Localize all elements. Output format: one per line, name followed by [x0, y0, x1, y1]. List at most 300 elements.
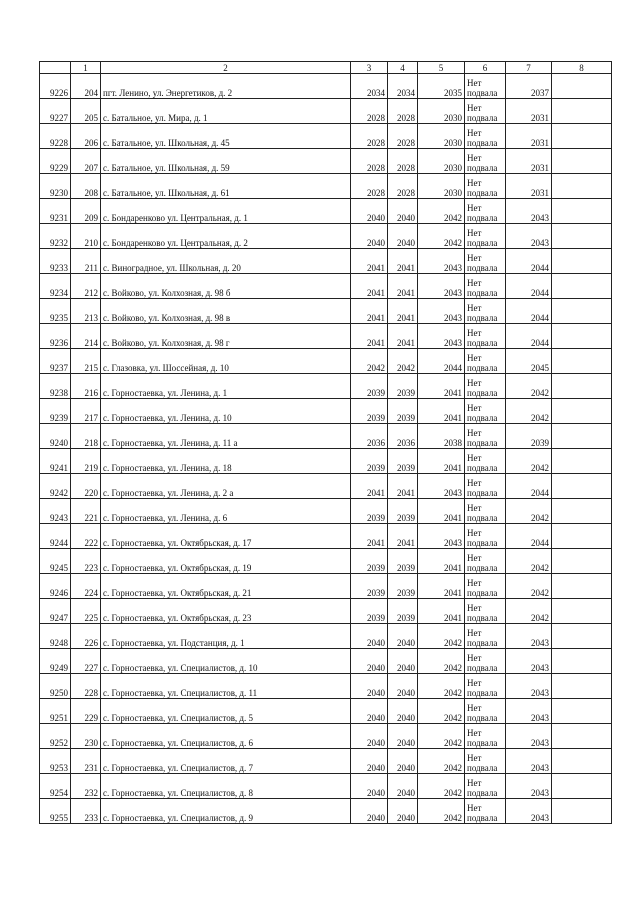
year-col3-cell: 2039 — [351, 499, 388, 524]
basement-cell — [465, 274, 506, 299]
header-cell-index — [40, 62, 71, 74]
housing-schedule-table — [39, 61, 612, 824]
basement-status-line1: Нет — [467, 778, 482, 788]
row-number-cell: 217 — [71, 399, 101, 424]
basement-status-line2: подвала — [467, 538, 498, 548]
basement-cell — [465, 799, 506, 824]
year-col3-cell: 2040 — [351, 699, 388, 724]
year-col4-cell: 2041 — [388, 299, 418, 324]
row-index-cell: 9247 — [40, 599, 71, 624]
table-row — [40, 649, 612, 674]
year-col3-cell: 2039 — [351, 399, 388, 424]
year-col7-cell: 2031 — [506, 124, 552, 149]
table-row — [40, 274, 612, 299]
basement-status-line1: Нет — [467, 678, 482, 688]
row-number-cell: 227 — [71, 649, 101, 674]
basement-cell — [465, 499, 506, 524]
basement-cell — [465, 99, 506, 124]
year-col3-cell: 2039 — [351, 449, 388, 474]
col8-cell — [552, 724, 612, 749]
year-col7-cell: 2043 — [506, 674, 552, 699]
address-cell: с. Горностаевка, ул. Специалистов, д. 5 — [101, 699, 351, 724]
row-number-cell: 216 — [71, 374, 101, 399]
col8-cell — [552, 374, 612, 399]
address-cell: с. Батальное, ул. Школьная, д. 45 — [101, 124, 351, 149]
year-col7-cell: 2043 — [506, 699, 552, 724]
year-col4-cell: 2039 — [388, 499, 418, 524]
row-index-cell: 9252 — [40, 724, 71, 749]
basement-cell — [465, 174, 506, 199]
row-index-cell: 9239 — [40, 399, 71, 424]
year-col4-cell: 2040 — [388, 224, 418, 249]
row-index-cell: 9235 — [40, 299, 71, 324]
row-number-cell: 215 — [71, 349, 101, 374]
address-cell: с. Бондаренково ул. Центральная, д. 2 — [101, 224, 351, 249]
basement-status-line2: подвала — [467, 663, 498, 673]
row-index-cell: 9227 — [40, 99, 71, 124]
year-col3-cell: 2028 — [351, 124, 388, 149]
address-cell: с. Горностаевка, ул. Ленина, д. 18 — [101, 449, 351, 474]
year-col5-cell: 2030 — [418, 124, 465, 149]
address-cell: с. Горностаевка, ул. Специалистов, д. 7 — [101, 749, 351, 774]
col8-cell — [552, 299, 612, 324]
basement-cell — [465, 724, 506, 749]
basement-cell — [465, 649, 506, 674]
address-cell: с. Горностаевка, ул. Ленина, д. 6 — [101, 499, 351, 524]
row-number-cell: 207 — [71, 149, 101, 174]
address-cell: с. Войково, ул. Колхозная, д. 98 г — [101, 324, 351, 349]
col8-cell — [552, 749, 612, 774]
basement-status-line1: Нет — [467, 253, 482, 263]
basement-cell — [465, 699, 506, 724]
table-row — [40, 324, 612, 349]
basement-status-line2: подвала — [467, 788, 498, 798]
table-row — [40, 224, 612, 249]
basement-status-line2: подвала — [467, 188, 498, 198]
year-col7-cell: 2039 — [506, 424, 552, 449]
year-col5-cell: 2043 — [418, 249, 465, 274]
year-col5-cell: 2030 — [418, 99, 465, 124]
basement-cell — [465, 424, 506, 449]
year-col4-cell: 2041 — [388, 249, 418, 274]
row-number-cell: 218 — [71, 424, 101, 449]
basement-status-line2: подвала — [467, 388, 498, 398]
year-col5-cell: 2041 — [418, 374, 465, 399]
basement-cell — [465, 299, 506, 324]
address-cell: с. Батальное, ул. Школьная, д. 59 — [101, 149, 351, 174]
row-number-cell: 206 — [71, 124, 101, 149]
header-cell-5: 5 — [418, 62, 465, 74]
row-number-cell: 231 — [71, 749, 101, 774]
year-col4-cell: 2040 — [388, 774, 418, 799]
row-number-cell: 219 — [71, 449, 101, 474]
row-index-cell: 9229 — [40, 149, 71, 174]
table-row — [40, 574, 612, 599]
year-col5-cell: 2042 — [418, 699, 465, 724]
year-col7-cell: 2042 — [506, 499, 552, 524]
year-col4-cell: 2041 — [388, 474, 418, 499]
basement-status-line1: Нет — [467, 303, 482, 313]
basement-cell — [465, 324, 506, 349]
year-col4-cell: 2036 — [388, 424, 418, 449]
basement-status-line1: Нет — [467, 803, 482, 813]
address-cell: с. Горностаевка, ул. Октябрьская, д. 17 — [101, 524, 351, 549]
basement-status-line2: подвала — [467, 588, 498, 598]
basement-cell — [465, 524, 506, 549]
table-row — [40, 449, 612, 474]
year-col5-cell: 2042 — [418, 749, 465, 774]
row-number-cell: 232 — [71, 774, 101, 799]
basement-status-line1: Нет — [467, 353, 482, 363]
row-number-cell: 222 — [71, 524, 101, 549]
year-col7-cell: 2044 — [506, 299, 552, 324]
year-col4-cell: 2039 — [388, 374, 418, 399]
header-cell-6: 6 — [465, 62, 506, 74]
table-row — [40, 699, 612, 724]
col8-cell — [552, 324, 612, 349]
year-col4-cell: 2041 — [388, 324, 418, 349]
year-col3-cell: 2040 — [351, 649, 388, 674]
basement-status-line2: подвала — [467, 638, 498, 648]
year-col4-cell: 2039 — [388, 549, 418, 574]
year-col4-cell: 2040 — [388, 799, 418, 824]
year-col4-cell: 2039 — [388, 399, 418, 424]
year-col5-cell: 2042 — [418, 199, 465, 224]
col8-cell — [552, 499, 612, 524]
year-col7-cell: 2044 — [506, 249, 552, 274]
basement-status-line1: Нет — [467, 703, 482, 713]
basement-status-line1: Нет — [467, 503, 482, 513]
row-number-cell: 204 — [71, 74, 101, 99]
basement-status-line2: подвала — [467, 163, 498, 173]
col8-cell — [552, 199, 612, 224]
year-col5-cell: 2041 — [418, 499, 465, 524]
table-row — [40, 474, 612, 499]
address-cell: с. Горностаевка, ул. Подстанция, д. 1 — [101, 624, 351, 649]
year-col4-cell: 2041 — [388, 524, 418, 549]
year-col7-cell: 2043 — [506, 199, 552, 224]
table-row — [40, 99, 612, 124]
basement-status-line2: подвала — [467, 438, 498, 448]
row-number-cell: 211 — [71, 249, 101, 274]
year-col4-cell: 2028 — [388, 174, 418, 199]
row-index-cell: 9241 — [40, 449, 71, 474]
year-col5-cell: 2042 — [418, 799, 465, 824]
year-col3-cell: 2040 — [351, 674, 388, 699]
header-cell-1: 1 — [71, 62, 101, 74]
year-col5-cell: 2042 — [418, 674, 465, 699]
year-col4-cell: 2039 — [388, 599, 418, 624]
row-number-cell: 230 — [71, 724, 101, 749]
year-col3-cell: 2040 — [351, 774, 388, 799]
row-number-cell: 229 — [71, 699, 101, 724]
basement-status-line2: подвала — [467, 563, 498, 573]
basement-status-line2: подвала — [467, 813, 498, 823]
table-row — [40, 299, 612, 324]
basement-status-line2: подвала — [467, 113, 498, 123]
row-index-cell: 9246 — [40, 574, 71, 599]
address-cell: с. Горностаевка, ул. Специалистов, д. 8 — [101, 774, 351, 799]
basement-status-line1: Нет — [467, 228, 482, 238]
table-row — [40, 399, 612, 424]
basement-status-line2: подвала — [467, 713, 498, 723]
address-cell: с. Войково, ул. Колхозная, д. 98 б — [101, 274, 351, 299]
col8-cell — [552, 174, 612, 199]
address-cell: с. Горностаевка, ул. Ленина, д. 2 а — [101, 474, 351, 499]
year-col3-cell: 2039 — [351, 574, 388, 599]
table-row — [40, 599, 612, 624]
basement-status-line1: Нет — [467, 128, 482, 138]
address-cell: с. Горностаевка, ул. Ленина, д. 10 — [101, 399, 351, 424]
year-col7-cell: 2043 — [506, 724, 552, 749]
address-cell: с. Горностаевка, ул. Октябрьская, д. 19 — [101, 549, 351, 574]
basement-cell — [465, 474, 506, 499]
year-col3-cell: 2028 — [351, 99, 388, 124]
row-index-cell: 9245 — [40, 549, 71, 574]
year-col5-cell: 2041 — [418, 574, 465, 599]
year-col3-cell: 2040 — [351, 724, 388, 749]
row-number-cell: 209 — [71, 199, 101, 224]
row-number-cell: 233 — [71, 799, 101, 824]
year-col3-cell: 2040 — [351, 199, 388, 224]
col8-cell — [552, 349, 612, 374]
year-col5-cell: 2043 — [418, 524, 465, 549]
table-row — [40, 549, 612, 574]
year-col7-cell: 2037 — [506, 74, 552, 99]
year-col7-cell: 2042 — [506, 374, 552, 399]
basement-cell — [465, 399, 506, 424]
row-number-cell: 213 — [71, 299, 101, 324]
year-col3-cell: 2040 — [351, 799, 388, 824]
year-col3-cell: 2042 — [351, 349, 388, 374]
basement-status-line1: Нет — [467, 178, 482, 188]
year-col5-cell: 2030 — [418, 174, 465, 199]
year-col3-cell: 2041 — [351, 524, 388, 549]
year-col4-cell: 2040 — [388, 674, 418, 699]
year-col7-cell: 2042 — [506, 574, 552, 599]
year-col5-cell: 2041 — [418, 599, 465, 624]
year-col7-cell: 2042 — [506, 449, 552, 474]
basement-status-line2: подвала — [467, 363, 498, 373]
basement-cell — [465, 374, 506, 399]
year-col3-cell: 2039 — [351, 599, 388, 624]
year-col7-cell: 2042 — [506, 599, 552, 624]
year-col7-cell: 2031 — [506, 99, 552, 124]
basement-status-line2: подвала — [467, 688, 498, 698]
year-col5-cell: 2043 — [418, 274, 465, 299]
header-cell-7: 7 — [506, 62, 552, 74]
basement-status-line1: Нет — [467, 153, 482, 163]
year-col7-cell: 2043 — [506, 774, 552, 799]
table-row — [40, 349, 612, 374]
year-col5-cell: 2042 — [418, 224, 465, 249]
year-col3-cell: 2034 — [351, 74, 388, 99]
col8-cell — [552, 274, 612, 299]
row-number-cell: 208 — [71, 174, 101, 199]
basement-status-line2: подвала — [467, 488, 498, 498]
row-number-cell: 223 — [71, 549, 101, 574]
row-index-cell: 9234 — [40, 274, 71, 299]
table-row — [40, 749, 612, 774]
basement-status-line1: Нет — [467, 428, 482, 438]
table-row — [40, 374, 612, 399]
row-index-cell: 9228 — [40, 124, 71, 149]
year-col4-cell: 2028 — [388, 124, 418, 149]
basement-status-line2: подвала — [467, 288, 498, 298]
year-col7-cell: 2043 — [506, 649, 552, 674]
year-col3-cell: 2041 — [351, 274, 388, 299]
row-index-cell: 9236 — [40, 324, 71, 349]
table-row — [40, 174, 612, 199]
address-cell: с. Бондаренково ул. Центральная, д. 1 — [101, 199, 351, 224]
year-col7-cell: 2043 — [506, 624, 552, 649]
basement-status-line2: подвала — [467, 413, 498, 423]
basement-cell — [465, 449, 506, 474]
table-row — [40, 624, 612, 649]
address-cell: с. Батальное, ул. Школьная, д. 61 — [101, 174, 351, 199]
row-index-cell: 9233 — [40, 249, 71, 274]
basement-status-line2: подвала — [467, 338, 498, 348]
row-index-cell: 9255 — [40, 799, 71, 824]
row-index-cell: 9230 — [40, 174, 71, 199]
year-col5-cell: 2043 — [418, 324, 465, 349]
basement-status-line1: Нет — [467, 653, 482, 663]
year-col3-cell: 2036 — [351, 424, 388, 449]
table-row — [40, 724, 612, 749]
basement-status-line2: подвала — [467, 213, 498, 223]
year-col7-cell: 2043 — [506, 799, 552, 824]
row-index-cell: 9226 — [40, 74, 71, 99]
table-row — [40, 524, 612, 549]
year-col5-cell: 2043 — [418, 474, 465, 499]
address-cell: с. Горностаевка, ул. Специалистов, д. 10 — [101, 649, 351, 674]
year-col5-cell: 2042 — [418, 774, 465, 799]
year-col4-cell: 2041 — [388, 274, 418, 299]
year-col5-cell: 2041 — [418, 549, 465, 574]
col8-cell — [552, 224, 612, 249]
year-col3-cell: 2028 — [351, 174, 388, 199]
year-col5-cell: 2044 — [418, 349, 465, 374]
basement-status-line1: Нет — [467, 553, 482, 563]
row-number-cell: 221 — [71, 499, 101, 524]
basement-status-line1: Нет — [467, 78, 482, 88]
basement-status-line1: Нет — [467, 628, 482, 638]
basement-cell — [465, 149, 506, 174]
basement-cell — [465, 549, 506, 574]
basement-status-line1: Нет — [467, 728, 482, 738]
address-cell: с. Горностаевка, ул. Специалистов, д. 11 — [101, 674, 351, 699]
col8-cell — [552, 124, 612, 149]
year-col4-cell: 2040 — [388, 749, 418, 774]
year-col4-cell: 2028 — [388, 99, 418, 124]
year-col7-cell: 2031 — [506, 149, 552, 174]
address-cell: пгт. Ленино, ул. Энергетиков, д. 2 — [101, 74, 351, 99]
header-cell-3: 3 — [351, 62, 388, 74]
row-index-cell: 9240 — [40, 424, 71, 449]
table-row — [40, 74, 612, 99]
col8-cell — [552, 399, 612, 424]
year-col3-cell: 2040 — [351, 224, 388, 249]
year-col4-cell: 2040 — [388, 724, 418, 749]
basement-status-line1: Нет — [467, 578, 482, 588]
row-index-cell: 9237 — [40, 349, 71, 374]
table-row — [40, 124, 612, 149]
address-cell: с. Глазовка, ул. Шоссейная, д. 10 — [101, 349, 351, 374]
year-col5-cell: 2041 — [418, 399, 465, 424]
col8-cell — [552, 799, 612, 824]
row-index-cell: 9238 — [40, 374, 71, 399]
row-number-cell: 228 — [71, 674, 101, 699]
basement-cell — [465, 224, 506, 249]
header-cell-8: 8 — [552, 62, 612, 74]
address-cell: с. Войково, ул. Колхозная, д. 98 в — [101, 299, 351, 324]
address-cell: с. Горностаевка, ул. Ленина, д. 1 — [101, 374, 351, 399]
year-col3-cell: 2041 — [351, 249, 388, 274]
basement-status-line2: подвала — [467, 763, 498, 773]
year-col7-cell: 2043 — [506, 749, 552, 774]
year-col4-cell: 2040 — [388, 649, 418, 674]
table-row — [40, 799, 612, 824]
basement-status-line2: подвала — [467, 313, 498, 323]
basement-status-line2: подвала — [467, 613, 498, 623]
col8-cell — [552, 424, 612, 449]
col8-cell — [552, 249, 612, 274]
basement-cell — [465, 249, 506, 274]
basement-status-line1: Нет — [467, 453, 482, 463]
col8-cell — [552, 599, 612, 624]
year-col5-cell: 2042 — [418, 724, 465, 749]
col8-cell — [552, 774, 612, 799]
table-row — [40, 674, 612, 699]
year-col7-cell: 2045 — [506, 349, 552, 374]
header-cell-4: 4 — [388, 62, 418, 74]
year-col5-cell: 2041 — [418, 449, 465, 474]
year-col5-cell: 2038 — [418, 424, 465, 449]
basement-status-line1: Нет — [467, 103, 482, 113]
row-index-cell: 9254 — [40, 774, 71, 799]
year-col5-cell: 2042 — [418, 649, 465, 674]
col8-cell — [552, 149, 612, 174]
year-col3-cell: 2041 — [351, 299, 388, 324]
col8-cell — [552, 524, 612, 549]
basement-status-line2: подвала — [467, 738, 498, 748]
header-cell-2: 2 — [101, 62, 351, 74]
header-row — [40, 62, 612, 74]
basement-status-line2: подвала — [467, 138, 498, 148]
col8-cell — [552, 674, 612, 699]
row-number-cell: 210 — [71, 224, 101, 249]
basement-status-line1: Нет — [467, 478, 482, 488]
year-col7-cell: 2044 — [506, 524, 552, 549]
address-cell: с. Горностаевка, ул. Октябрьская, д. 21 — [101, 574, 351, 599]
row-index-cell: 9249 — [40, 649, 71, 674]
row-number-cell: 226 — [71, 624, 101, 649]
basement-cell — [465, 749, 506, 774]
basement-cell — [465, 674, 506, 699]
year-col3-cell: 2040 — [351, 749, 388, 774]
basement-status-line2: подвала — [467, 88, 498, 98]
year-col4-cell: 2042 — [388, 349, 418, 374]
basement-cell — [465, 774, 506, 799]
year-col3-cell: 2040 — [351, 624, 388, 649]
row-index-cell: 9243 — [40, 499, 71, 524]
year-col7-cell: 2043 — [506, 224, 552, 249]
col8-cell — [552, 474, 612, 499]
table-row — [40, 499, 612, 524]
table-row — [40, 199, 612, 224]
basement-status-line2: подвала — [467, 463, 498, 473]
basement-cell — [465, 599, 506, 624]
